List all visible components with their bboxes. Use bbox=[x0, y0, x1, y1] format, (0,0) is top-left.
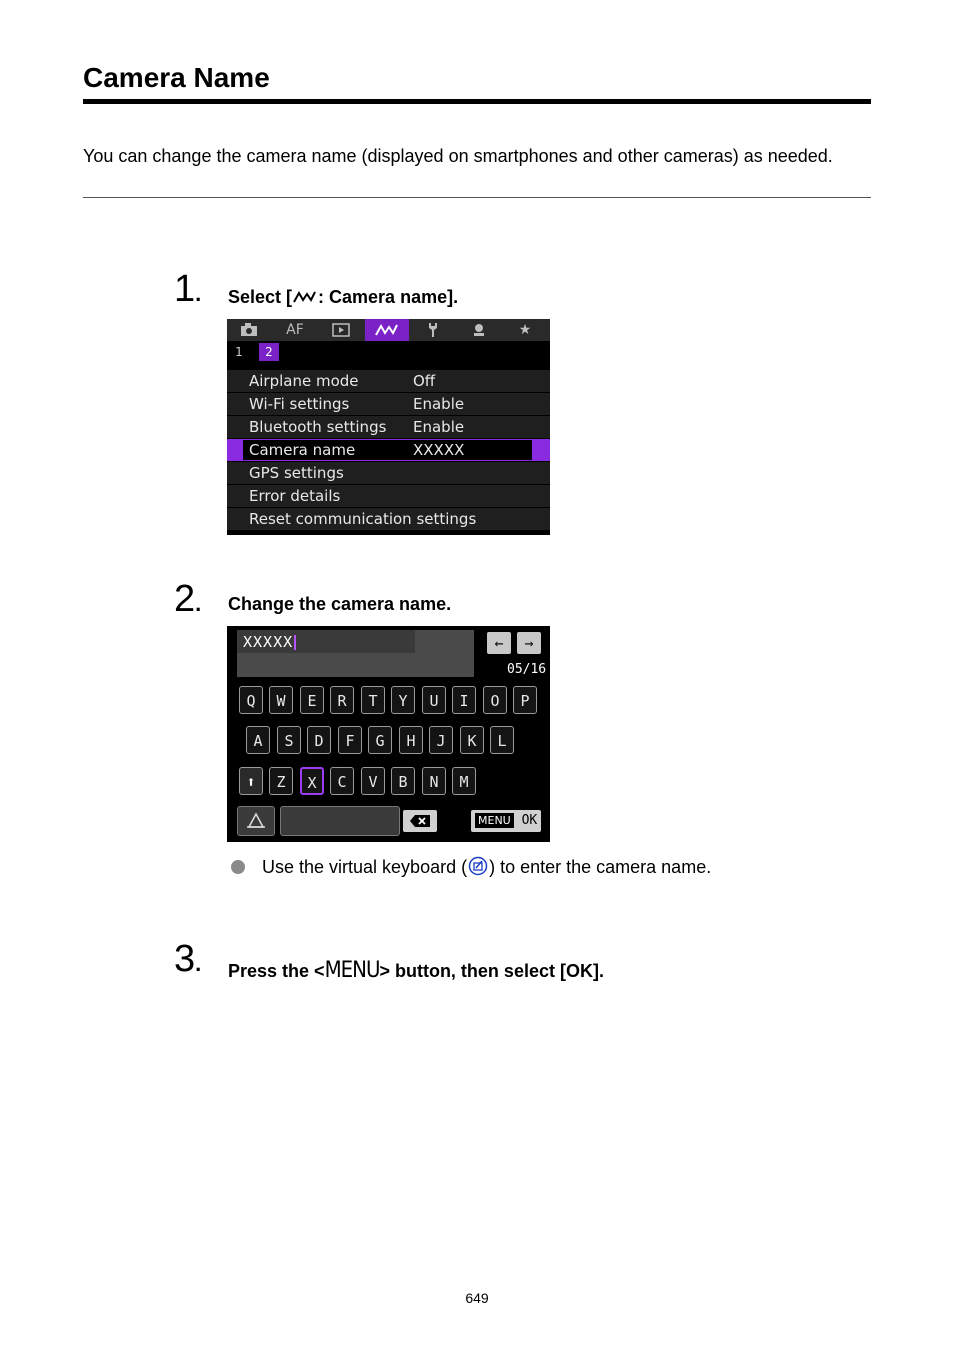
step-text-1: Select [ : Camera name]. bbox=[228, 287, 459, 307]
intro-text: You can change the camera name (displayed on smartphones and other cameras) as needed. bbox=[83, 146, 833, 166]
input-mode-icon[interactable] bbox=[237, 806, 275, 836]
key-f[interactable]: F bbox=[338, 726, 362, 754]
key-g[interactable]: G bbox=[368, 726, 392, 754]
af-icon[interactable]: AF bbox=[286, 322, 304, 338]
menu-row-label: Reset communication settings bbox=[249, 510, 477, 528]
backspace-icon[interactable] bbox=[403, 810, 437, 832]
menu-row-wifi-settings[interactable] bbox=[227, 392, 550, 415]
key-k[interactable]: K bbox=[460, 726, 484, 754]
key-n[interactable]: N bbox=[422, 767, 446, 795]
camera-menu-screen bbox=[227, 319, 550, 535]
key-j[interactable]: J bbox=[429, 726, 453, 754]
page-title: Camera Name bbox=[83, 62, 270, 93]
key-e[interactable]: E bbox=[300, 686, 324, 714]
menu-ok-button[interactable]: MENU OK bbox=[471, 810, 541, 832]
menu-row-value: XXXXX bbox=[413, 441, 465, 459]
menu-row-label: Camera name bbox=[249, 441, 356, 459]
key-d[interactable]: D bbox=[307, 726, 331, 754]
key-b[interactable]: B bbox=[391, 767, 415, 795]
step-text-3: Press the <MENU> button, then select [OK]. bbox=[228, 958, 604, 983]
menu-row-gps-settings[interactable] bbox=[227, 461, 550, 484]
key-o[interactable]: O bbox=[483, 686, 507, 714]
key-r[interactable]: R bbox=[330, 686, 354, 714]
shift-icon[interactable]: ⬆ bbox=[239, 767, 263, 795]
arrow-left-icon[interactable]: ← bbox=[487, 632, 511, 654]
key-y[interactable]: Y bbox=[391, 686, 415, 714]
menu-row-camera-name[interactable] bbox=[227, 438, 550, 461]
key-v[interactable]: V bbox=[361, 767, 385, 795]
key-a[interactable]: A bbox=[246, 726, 270, 754]
character-counter: 05/16 bbox=[507, 662, 547, 677]
menu-row-reset-communication[interactable] bbox=[227, 507, 550, 530]
step-number-3: 3. bbox=[174, 938, 202, 980]
key-x[interactable]: X bbox=[300, 767, 324, 795]
camera-icon[interactable] bbox=[227, 319, 271, 341]
menu-row-value: Enable bbox=[413, 395, 465, 413]
name-input-area bbox=[237, 653, 474, 677]
key-m[interactable]: M bbox=[452, 767, 476, 795]
playback-icon[interactable] bbox=[319, 319, 363, 341]
menu-row-error-details[interactable] bbox=[227, 484, 550, 507]
menu-button-label: MENU bbox=[324, 958, 380, 983]
key-l[interactable]: L bbox=[490, 726, 514, 754]
subtab-1[interactable]: 1 bbox=[235, 345, 243, 359]
key-z[interactable]: Z bbox=[269, 767, 293, 795]
menu-row-label: Airplane mode bbox=[249, 372, 359, 390]
camera-name-input[interactable]: XXXXX bbox=[237, 630, 415, 653]
wrench-icon[interactable] bbox=[411, 319, 455, 341]
key-h[interactable]: H bbox=[399, 726, 423, 754]
step-text-2: Change the camera name. bbox=[228, 594, 452, 614]
menu-row-label: GPS settings bbox=[249, 464, 344, 482]
key-w[interactable]: W bbox=[269, 686, 293, 714]
title-rule bbox=[83, 99, 871, 104]
space-key[interactable] bbox=[280, 806, 400, 836]
bullet-icon bbox=[231, 860, 245, 874]
key-p[interactable]: P bbox=[513, 686, 537, 714]
key-q[interactable]: Q bbox=[239, 686, 263, 714]
custom-icon[interactable] bbox=[457, 319, 501, 341]
menu-row-value: Off bbox=[413, 372, 436, 390]
menu-row-value: Enable bbox=[413, 418, 465, 436]
key-s[interactable]: S bbox=[277, 726, 301, 754]
menu-row-label: Wi-Fi settings bbox=[249, 395, 350, 413]
menu-tab-bar bbox=[227, 319, 550, 341]
key-t[interactable]: T bbox=[361, 686, 385, 714]
menu-subtabs bbox=[227, 341, 550, 361]
page-number: 649 bbox=[465, 1290, 489, 1306]
step-number-1: 1. bbox=[174, 268, 202, 310]
menu-row-label: Error details bbox=[249, 487, 341, 505]
menu-row-bluetooth-settings[interactable] bbox=[227, 415, 550, 438]
step-number-2: 2. bbox=[174, 578, 202, 620]
bullet-text: Use the virtual keyboard ( ) to enter the camera name. bbox=[262, 857, 712, 877]
star-icon[interactable]: ★ bbox=[518, 322, 532, 338]
key-i[interactable]: I bbox=[452, 686, 476, 714]
virtual-keyboard-screen bbox=[227, 626, 550, 842]
intro-rule bbox=[83, 197, 871, 198]
wireless-icon bbox=[292, 290, 318, 304]
wireless-icon[interactable] bbox=[365, 319, 409, 341]
virtual-keyboard-icon bbox=[468, 856, 488, 876]
key-u[interactable]: U bbox=[422, 686, 446, 714]
key-c[interactable]: C bbox=[330, 767, 354, 795]
arrow-right-icon[interactable]: → bbox=[517, 632, 541, 654]
menu-row-label: Bluetooth settings bbox=[249, 418, 387, 436]
menu-row-airplane-mode[interactable] bbox=[227, 369, 550, 392]
subtab-2[interactable]: 2 bbox=[259, 343, 279, 361]
